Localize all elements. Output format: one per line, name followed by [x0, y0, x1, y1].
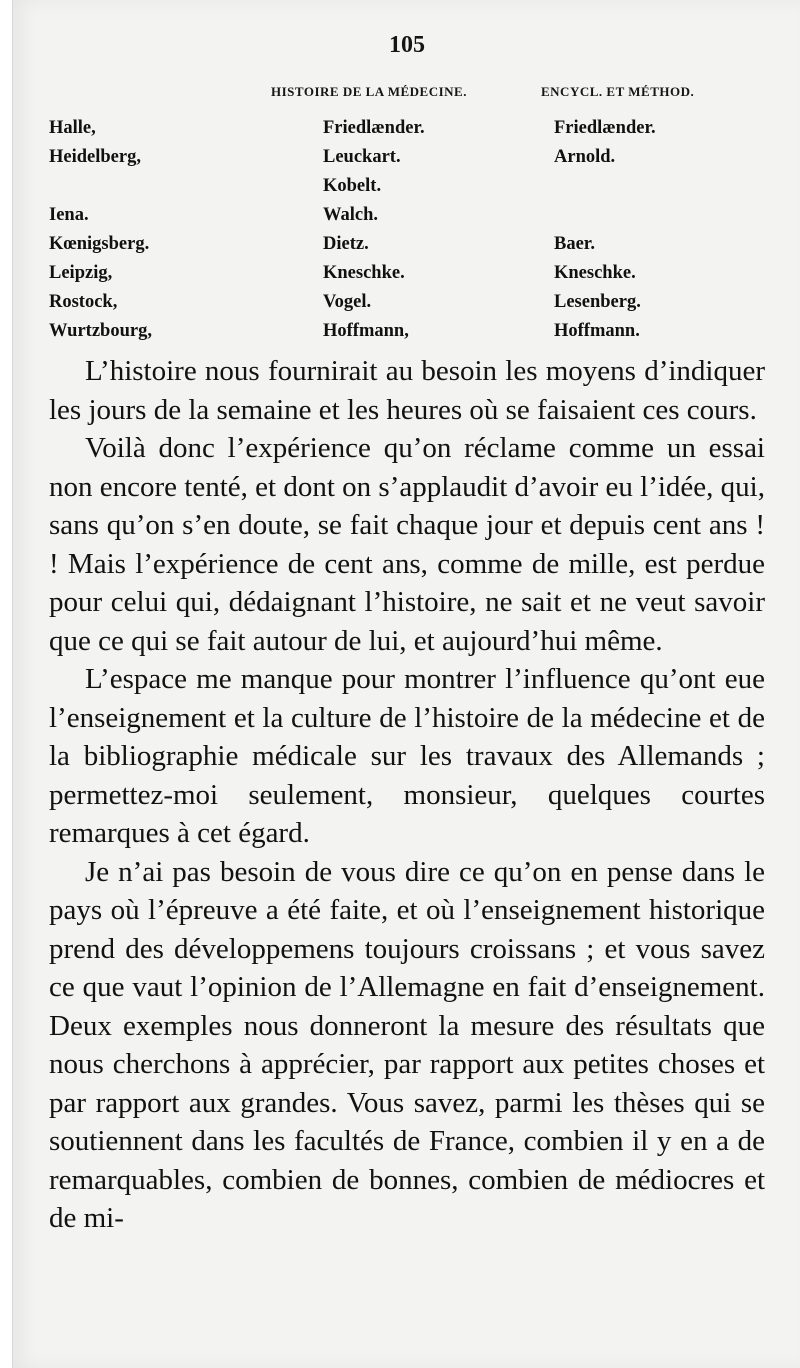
table-row: [49, 118, 769, 147]
table-row: [49, 292, 769, 321]
table-cell-encyclopedia: Friedlænder.: [554, 118, 656, 138]
paragraph: Voilà donc l’expérience qu’on réclame comme un essai non encore tenté, et dont on s’applaudit d’avoir eu l’idée, qui, sans qu’on s’en doute, se fait chaque jour et depuis cent ans ! ! Mais l’expérience de cent ans, comme de mille, est perdue pour celui qui, dédaignant l’histoire, ne sait et ne veut savoir que ce qui se fait autour de lui, et aujourd’hui même.: [49, 432, 765, 657]
table-cell-city: Iena.: [49, 205, 89, 225]
paragraph: Je n’ai pas besoin de vous dire ce qu’on en pense dans le pays où l’épreuve a été faite, et où l’enseignement historique prend des développemens toujours croissans ; et vous savez ce que vaut l’opinion de l’Allemagne en fait d’enseignement. Deux exemples nous donneront la mesure des résultats que nous cherchons à apprécier, par rapport aux petites choses et par rapport aux grandes. Vous savez, parmi les thèses qui se soutiennent dans les facultés de France, combien il y en a de remarquables, combien de bonnes, combien de médiocres et de mi-: [49, 855, 765, 1234]
table-cell-history: Walch.: [323, 205, 378, 225]
paragraph: L’histoire nous fournirait au besoin les moyens d’indiquer les jours de la semaine et les heures où se faisaient ces cours.: [49, 355, 765, 426]
table-cell-city: Kœnigsberg.: [49, 234, 150, 254]
table-cell-history: Kneschke.: [323, 263, 405, 283]
table-cell-history: Kobelt.: [323, 176, 382, 196]
page-number: 105: [389, 32, 425, 58]
table-cell-history: Leuckart.: [323, 147, 401, 167]
table-row: [49, 321, 769, 350]
table-cell-history: Vogel.: [323, 292, 372, 312]
table-cell-encyclopedia: Kneschke.: [554, 263, 636, 283]
table-cell-encyclopedia: Hoffmann.: [554, 321, 640, 341]
column-header-history: HISTOIRE DE LA MÉDECINE.: [271, 84, 467, 99]
course-table: [49, 118, 769, 350]
column-header-encyclopedia: ENCYCL. ET MÉTHOD.: [541, 84, 695, 99]
body-text: [49, 352, 765, 1238]
book-page: [12, 0, 800, 1368]
table-cell-history: Friedlænder.: [323, 118, 425, 138]
table-cell-city: Halle,: [49, 118, 96, 138]
table-cell-city: Rostock,: [49, 292, 118, 312]
table-cell-city: Wurtzbourg,: [49, 321, 152, 341]
table-cell-history: Hoffmann,: [323, 321, 409, 341]
table-row: [49, 147, 769, 176]
table-row: [49, 176, 769, 205]
table-cell-encyclopedia: Baer.: [554, 234, 595, 254]
table-cell-encyclopedia: Arnold.: [554, 147, 616, 167]
table-row: [49, 234, 769, 263]
table-row: [49, 205, 769, 234]
table-cell-city: Leipzig,: [49, 263, 113, 283]
table-cell-history: Dietz.: [323, 234, 369, 254]
paragraph: L’espace me manque pour montrer l’influence qu’ont eue l’enseignement et la culture de l’histoire de la médecine et de la bibliographie médicale sur les travaux des Allemands ; permettez-moi seulement, monsieur, quelques courtes remarques à cet égard.: [49, 663, 765, 849]
table-cell-city: Heidelberg,: [49, 147, 141, 167]
table-row: [49, 263, 769, 292]
table-cell-encyclopedia: Lesenberg.: [554, 292, 641, 312]
